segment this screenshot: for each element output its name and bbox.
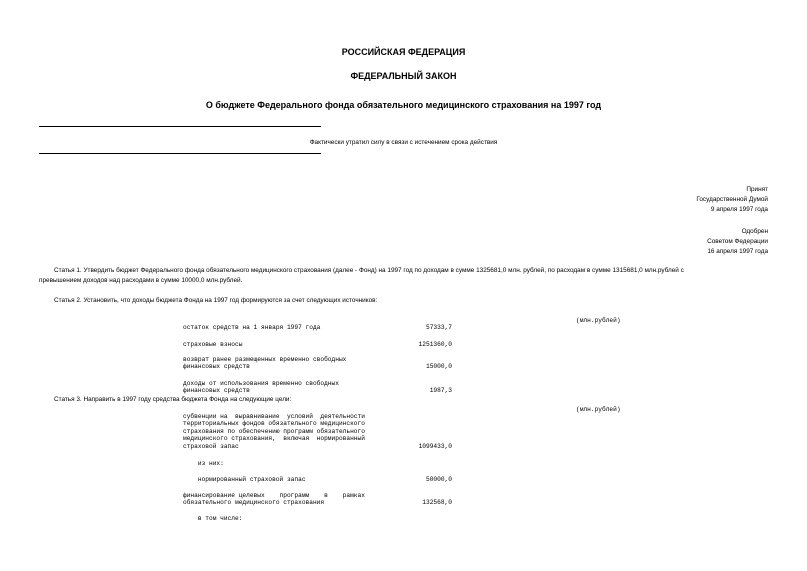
article-3: Статья 3. Направить в 1997 году средства бюджета Фонда на следующие цели: [54,396,292,403]
adopted-line: Государственной Думой [696,196,768,203]
approved-line: Одобрен [741,228,768,235]
expense-row-label: субвенции на выравнивание условий деятельности территориальных фондов обязательного медицинского страхования по обеспечению программ обязательного медицинского страхования, включая нормированный страховой запас [183,413,365,450]
approved-line: Советом Федерации [707,238,768,245]
status-note: Фактически утратил силу в связи с истечением срока действия [309,139,498,146]
income-row-value: 57333,7 [426,324,452,331]
units-label: (млн.рублей) [576,317,621,324]
adopted-line: 9 апреля 1997 года [710,206,768,213]
expense-row-value: 132568,0 [422,499,452,506]
income-row-label: доходы от использования временно свободных финансовых средств [183,380,339,395]
units-label: (млн.рублей) [576,406,621,413]
expense-row-value: 1099433,0 [418,443,452,450]
expense-row-label: финансирование целевых программ в рамках обязательного медицинского страхования [183,492,365,507]
law-type-heading: ФЕДЕРАЛЬНЫЙ ЗАКОН [350,71,457,81]
country-heading: РОССИЙСКАЯ ФЕДЕРАЦИЯ [341,47,466,57]
income-row-value: 15000,0 [426,363,452,370]
income-row-label: возврат ранее размещенных временно свободных финансовых средств [183,356,347,371]
income-row-value: 1987,3 [429,387,452,394]
expense-row-label: из них: [183,460,224,467]
expense-row-label: в том числе: [183,515,243,522]
income-row-label: остаток средств на 1 января 1997 года [183,324,321,331]
law-title: О бюджете Федерального фонда обязательного медицинского страхования на 1997 год [205,100,602,110]
income-row-label: страховые взносы [183,341,243,348]
adoption-block [696,185,768,215]
article-1-line-2: превышением доходов над расходами в сумме 10000,0 млн.рублей. [39,277,243,284]
article-1-line-1: Статья 1. Утвердить бюджет Федерального фонда обязательного медицинского страхования (далее - Фонд) на 1997 год по доходам в сумме 1325681,0 млн. рублей, по расходам в сумме 1315681,0 млн.рублей с [54,267,684,274]
article-2: Статья 2. Установить, что доходы бюджета Фонда на 1997 год формируются за счет следующих источников: [54,297,378,304]
expense-row-label: нормированный страховой запас [183,476,306,483]
approved-line: 16 апреля 1997 года [707,248,768,255]
divider-top [39,126,321,127]
income-row-value: 1251360,0 [418,341,452,348]
divider-bottom [39,153,321,154]
approval-block [707,227,768,257]
expense-row-value: 50000,0 [426,476,452,483]
adopted-line: Принят [746,186,768,193]
